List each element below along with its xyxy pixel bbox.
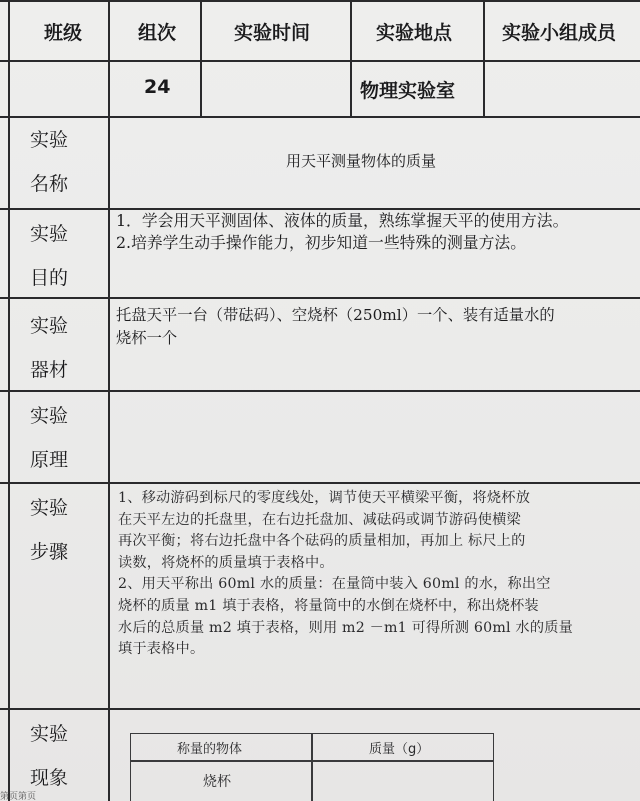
place-value: 物理实验室 xyxy=(360,80,456,102)
steps-line-2: 在天平左边的托盘里，在右边托盘加、减砝码或调节游码使横梁 xyxy=(118,511,521,528)
name-label-1: 实验 xyxy=(30,129,69,151)
purpose-line-2: 2.培养学生动手操作能力，初步知道一些特殊的测量方法。 xyxy=(116,233,526,252)
equipment-label-1: 实验 xyxy=(30,315,69,337)
steps-line-5: 2、用天平称出 60ml 水的质量：在量筒中装入 60ml 的水，称出空 xyxy=(118,576,551,593)
purpose-line-1: 1．学会用天平测固体、液体的质量，熟练掌握天平的使用方法。 xyxy=(116,211,569,230)
header-group: 组次 xyxy=(138,22,177,44)
principle-label-2: 原理 xyxy=(30,449,69,471)
header-class: 班级 xyxy=(44,22,83,44)
rule-label-column xyxy=(108,0,110,801)
name-label-2: 名称 xyxy=(30,173,69,195)
equipment-line-2: 烧杯一个 xyxy=(116,329,178,347)
mass-table-column-rule xyxy=(311,734,313,801)
header-members: 实验小组成员 xyxy=(502,22,617,44)
rule-header-bottom xyxy=(0,60,640,62)
equipment-label-2: 器材 xyxy=(30,359,69,381)
header-time: 实验时间 xyxy=(234,22,311,44)
purpose-label-1: 实验 xyxy=(30,223,69,245)
header-place: 实验地点 xyxy=(376,22,453,44)
steps-line-3: 再次平衡；将右边托盘中各个砝码的质量相加，再加上 标尺上的 xyxy=(118,533,526,550)
phenomenon-label-1: 实验 xyxy=(30,723,69,745)
rule-row2-bottom xyxy=(0,116,640,118)
mass-table xyxy=(130,733,494,801)
rule-left xyxy=(8,0,10,801)
mass-table-header-object: 称量的物体 xyxy=(177,742,243,757)
rule-top xyxy=(0,0,640,2)
experiment-name: 用天平测量物体的质量 xyxy=(286,152,437,170)
rule-purpose-bottom xyxy=(0,297,640,299)
steps-line-7: 水后的总质量 m2 填于表格，则用 m2 －m1 可得所测 60ml 水的质量 xyxy=(118,619,573,636)
rule-col-3 xyxy=(350,0,352,116)
equipment-line-1: 托盘天平一台（带砝码）、空烧杯（250ml）一个、装有适量水的 xyxy=(116,306,555,324)
page-footer-fragment: 第页第页 xyxy=(0,792,37,801)
steps-text xyxy=(118,488,638,661)
phenomenon-label-2: 现象 xyxy=(30,767,69,789)
principle-label-1: 实验 xyxy=(30,405,69,427)
steps-line-1: 1、移动游码到标尺的零度线处，调节使天平横梁平衡，将烧杯放 xyxy=(118,490,531,506)
purpose-label-2: 目的 xyxy=(30,267,69,289)
rule-col-2 xyxy=(200,0,202,116)
rule-col-4 xyxy=(483,0,485,116)
steps-line-8: 填于表格中。 xyxy=(118,641,205,658)
rule-principle-bottom xyxy=(0,482,640,484)
mass-table-cell-object: 烧杯 xyxy=(203,774,231,790)
steps-label-1: 实验 xyxy=(30,497,69,519)
mass-table-header-mass: 质量（g） xyxy=(369,742,430,757)
steps-line-4: 读数，将烧杯的质量填于表格中。 xyxy=(118,554,334,571)
rule-equipment-bottom xyxy=(0,390,640,392)
steps-line-6: 烧杯的质量 m1 填于表格，将量筒中的水倒在烧杯中，称出烧杯装 xyxy=(118,597,539,614)
group-value: 24 xyxy=(144,76,171,98)
steps-label-2: 步骤 xyxy=(30,541,69,563)
rule-steps-bottom xyxy=(0,708,640,710)
